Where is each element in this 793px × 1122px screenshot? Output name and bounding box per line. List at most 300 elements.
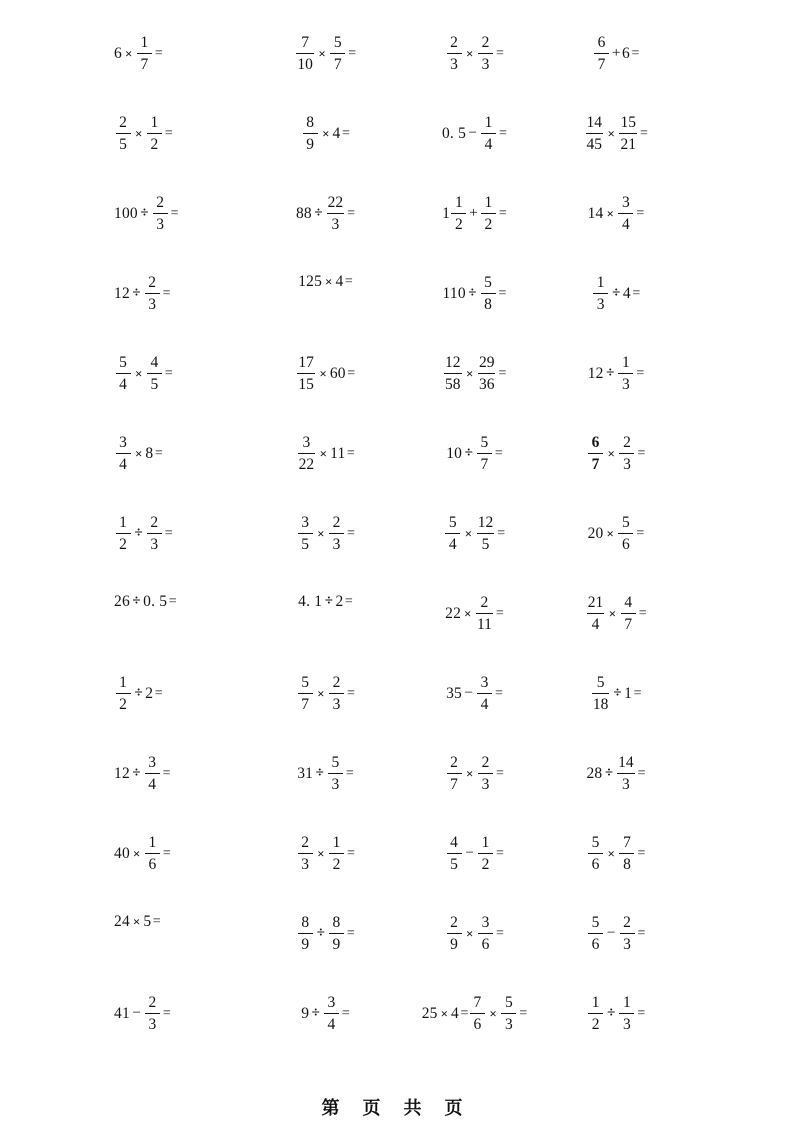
fraction-numerator: 6 [597,34,606,51]
fraction-denominator: 4 [484,135,493,153]
fraction [145,994,160,1034]
fraction [445,514,460,554]
fraction-numerator: 1 [596,274,605,291]
fraction-denominator: 18 [592,695,609,713]
operator-times: × [135,126,143,142]
fraction-numerator: 5 [622,514,630,531]
problem-cell [251,754,400,794]
operator-div: ÷ [468,285,477,302]
math-expression-p20 [588,354,645,394]
page-footer: 第 页 共 页 [321,1098,472,1118]
operator-div: ÷ [314,205,323,222]
fraction [619,834,634,874]
number: 12 [114,765,130,783]
fraction [481,274,496,314]
equals-sign: = [636,525,645,541]
fraction-numerator: 7 [623,834,631,851]
operator-div: ÷ [311,1005,320,1022]
operator-times: × [124,46,133,62]
equals-sign: = [152,913,161,929]
equals-sign: = [495,45,504,61]
math-expression-p21 [114,434,163,474]
number: 11 [330,445,346,463]
problem-row [110,834,683,914]
math-expression-p32 [585,594,646,634]
math-expression-p47 [445,914,504,954]
fraction-bar [329,693,344,694]
fraction [297,354,315,394]
problem-row [110,754,683,834]
fraction-numerator: 5 [331,754,340,771]
math-expression-p52 [587,994,646,1034]
fraction-bar [588,853,603,854]
problem-cell [110,594,251,610]
problem-cell [110,994,251,1034]
problem-cell [110,354,251,394]
math-expression-p51 [422,994,528,1034]
operator-div: ÷ [132,593,141,610]
fraction [470,994,485,1034]
fraction-denominator: 3 [621,375,630,393]
fraction-denominator: 22 [298,455,315,473]
problem-cell [549,194,683,234]
fraction-numerator: 5 [480,434,489,451]
math-expression-p17 [114,354,173,394]
fraction [618,514,633,554]
fraction-numerator: 5 [484,274,492,291]
fraction-numerator: 7 [301,34,309,51]
operator-times: × [132,914,141,930]
fraction-bar [592,693,610,694]
fraction-numerator: 3 [327,994,336,1011]
equals-sign: = [494,445,503,461]
fraction-bar [593,293,608,294]
operator-div: ÷ [134,525,143,542]
fraction [324,994,339,1034]
number: 9 [301,1005,310,1023]
fraction [329,514,344,554]
fraction-bar [145,773,160,774]
math-expression-p50 [301,994,350,1034]
problem-cell [549,674,683,714]
fraction-bar [478,773,493,774]
math-expression-p1 [114,34,163,74]
fraction-bar [329,853,344,854]
fraction-numerator: 14 [586,114,603,131]
fraction-bar [298,453,316,454]
fraction-denominator: 4 [480,695,489,713]
operator-times: × [466,366,474,382]
problem-cell [110,674,251,714]
problem-row [110,274,683,354]
fraction [620,914,635,954]
fraction-denominator: 8 [623,855,631,873]
problem-cell [110,834,251,874]
fraction [478,914,493,954]
fraction [621,594,636,634]
fraction-denominator: 2 [119,535,127,553]
equals-sign: = [519,1005,528,1021]
fraction-bar [476,613,493,614]
fraction-numerator: 2 [332,514,341,531]
fraction-numerator: 5 [119,354,127,371]
fraction-bar [330,53,345,54]
equals-sign: = [170,205,179,221]
fraction-denominator: 2 [119,695,127,713]
math-expression-p30 [298,594,353,610]
fraction-denominator: 3 [332,695,341,713]
fraction-bar [329,533,344,534]
math-expression-p33 [114,674,163,714]
math-expression-p18 [296,354,355,394]
fraction-denominator: 7 [624,615,633,633]
fraction-denominator: 3 [504,1015,513,1033]
fraction-bar [481,133,496,134]
operator-times: × [466,766,474,782]
fraction-denominator: 7 [450,775,458,793]
number: 12 [587,365,604,383]
fraction [447,34,462,74]
number: 35 [446,685,462,703]
operator-minus: − [464,685,473,702]
fraction-bar [588,1013,603,1014]
equals-sign: = [162,845,171,861]
fraction-bar [116,693,131,694]
fraction-bar [617,773,635,774]
fraction-numerator: 14 [618,754,634,771]
fraction-bar [147,373,162,374]
equals-sign: = [637,1005,646,1021]
math-expression-p38 [297,754,354,794]
fraction-numerator: 5 [596,674,605,691]
equals-sign: = [344,593,353,609]
operator-div: ÷ [606,365,615,382]
number: 41 [114,1005,130,1023]
fraction-denominator: 4 [119,455,127,473]
fraction [481,194,496,234]
problem-cell [110,194,251,234]
number: 26 [114,593,130,610]
operator-minus: − [132,1005,141,1022]
fraction [147,514,162,554]
operator-times: × [606,526,614,542]
fraction [116,114,131,154]
fraction-bar [477,533,495,534]
operator-times: × [489,1006,497,1022]
equals-sign: = [347,365,356,381]
number: 60 [329,365,346,383]
fraction-bar [478,53,493,54]
problem-cell [400,194,549,234]
fraction-bar [619,133,637,134]
fraction-bar [477,453,492,454]
problem-cell [251,514,400,554]
fraction-bar [478,933,493,934]
equals-sign: = [637,765,646,781]
fraction-bar [444,373,462,374]
fraction-denominator: 3 [623,1015,631,1033]
fraction [588,834,603,874]
equals-sign: = [162,1005,171,1021]
fraction-numerator: 4 [624,594,633,611]
fraction-bar [447,53,462,54]
fraction-numerator: 2 [332,674,341,691]
fraction-denominator: 6 [591,935,600,953]
operator-times: × [319,366,327,382]
operator-div: ÷ [132,285,141,302]
equals-sign: = [154,45,163,61]
fraction [145,274,160,314]
fraction-numerator: 1 [484,114,493,131]
fraction-bar [619,1013,634,1014]
number: 100 [114,205,138,223]
operator-plus: + [469,205,478,222]
problem-cell [549,834,683,874]
problem-cell [251,194,400,234]
fraction-denominator: 7 [333,55,342,73]
problem-cell [110,274,251,314]
number: 125 [298,273,323,290]
equals-sign: = [495,765,504,781]
fraction-bar [116,133,131,134]
problem-cell [110,914,251,930]
math-expression-p15 [443,274,507,314]
equals-sign: = [494,685,503,701]
fraction-numerator: 2 [150,514,159,531]
fraction-numerator: 12 [477,514,494,531]
fraction-numerator: 5 [448,514,457,531]
math-expression-p31 [445,594,504,634]
operator-times: × [319,446,328,462]
math-expression-p49 [114,994,171,1034]
fraction-denominator: 7 [597,55,606,73]
fraction-numerator: 29 [478,354,495,371]
fraction [329,914,344,954]
fraction [145,754,160,794]
equals-sign: = [164,365,173,381]
math-expression-p22 [296,434,355,474]
problem-cell [110,514,251,554]
fraction [116,434,131,474]
fraction-bar [621,613,636,614]
fraction-numerator: 3 [481,914,490,931]
fraction-numerator: 22 [327,194,344,211]
fraction-numerator: 2 [450,914,458,931]
operator-times: × [607,846,615,862]
fraction-denominator: 5 [450,855,458,873]
operator-times: × [440,1006,449,1022]
operator-plus: + [612,45,621,62]
equals-sign: = [499,125,507,141]
math-expression-p5 [114,114,173,154]
equals-sign: = [638,605,647,621]
math-expression-p43 [445,834,504,874]
fraction-bar [618,213,633,214]
operator-div: ÷ [324,593,333,610]
fraction-bar [478,853,493,854]
problem-row [110,914,683,994]
fraction-denominator: 6 [591,855,600,873]
fraction-numerator: 3 [119,434,127,451]
fraction-numerator: 5 [504,994,513,1011]
fraction-denominator: 3 [621,775,630,793]
fraction-denominator: 5 [481,535,490,553]
equals-sign: = [162,285,171,301]
fraction-numerator: 1 [119,674,127,691]
fraction-numerator: 8 [306,114,314,131]
fraction-bar [588,453,603,454]
fraction-bar [303,133,318,134]
operator-times: × [317,526,325,542]
math-expression-p10 [296,194,355,234]
fraction-bar [116,373,131,374]
fraction-numerator: 1 [455,194,463,211]
fraction [476,594,493,634]
math-expression-p48 [587,914,646,954]
fraction [330,34,345,74]
fraction-denominator: 3 [156,215,164,233]
fraction-denominator: 9 [332,935,341,953]
math-expression-p6 [301,114,350,154]
math-expression-p2 [295,34,356,74]
operator-div: ÷ [316,925,325,942]
fraction-numerator: 8 [301,914,310,931]
number: 4 [622,285,631,303]
math-expression-p45 [114,914,161,930]
fraction-numerator: 2 [156,194,164,211]
problem-cell [549,914,683,954]
fraction [619,434,634,474]
problem-cell [110,34,251,74]
problem-cell [400,514,549,554]
fraction [481,114,496,154]
fraction-denominator: 5 [301,535,309,553]
fraction [477,514,495,554]
math-expression-p3 [445,34,504,74]
fraction-denominator: 5 [150,375,159,393]
problem-cell [400,354,549,394]
fraction-denominator: 3 [148,295,157,313]
math-expression-p28 [588,514,645,554]
fraction-bar [445,533,460,534]
problem-cell [251,914,400,954]
operator-times: × [135,366,143,382]
fraction [447,754,462,794]
fraction-numerator: 1 [623,994,631,1011]
fraction-bar [298,693,313,694]
equals-sign: = [346,445,355,461]
fraction [478,354,496,394]
problem-cell [400,34,549,74]
fraction-bar [147,533,162,534]
equals-sign: = [637,445,646,461]
fraction-denominator: 36 [478,375,495,393]
number: 4 [335,273,344,290]
number: 6 [114,45,122,63]
fraction-bar [618,373,633,374]
problem-row [110,434,683,514]
fraction-bar [329,933,344,934]
fraction-denominator: 6 [622,535,630,553]
equals-sign: = [347,525,355,541]
fraction [447,834,462,874]
fraction-bar [619,853,634,854]
fraction-denominator: 21 [620,135,636,153]
fraction-denominator: 4 [148,775,157,793]
problem-cell [251,994,400,1034]
fraction-denominator: 4 [119,375,127,393]
problem-cell [549,994,683,1034]
operator-times: × [132,846,141,862]
math-expression-p46 [296,914,355,954]
problem-cell [251,594,400,610]
number: 0. 5 [441,125,467,143]
fraction-numerator: 1 [140,34,149,51]
fraction-denominator: 6 [148,855,157,873]
operator-times: × [322,126,330,142]
math-expression-p29 [114,594,177,610]
operator-div: ÷ [604,765,614,782]
fraction-denominator: 3 [481,775,490,793]
equals-sign: = [632,285,641,301]
operator-times: × [318,46,326,62]
problem-cell [110,754,251,794]
fraction-numerator: 2 [480,594,489,611]
fraction-denominator: 3 [148,1015,157,1033]
operator-div: ÷ [607,1005,616,1022]
operator-div: ÷ [612,285,621,302]
problem-cell [251,674,400,714]
fraction-bar [145,293,160,294]
number: 25 [421,1005,438,1023]
fraction-bar [153,213,168,214]
math-expression-p42 [296,834,355,874]
number: 40 [114,845,130,863]
fraction [618,354,633,394]
operator-times: × [607,446,615,462]
operator-div: ÷ [315,765,324,782]
fraction [327,194,345,234]
problem-cell [251,274,400,290]
fraction-numerator: 1 [150,114,159,131]
equals-sign: = [498,365,507,381]
operator-times: × [325,274,333,290]
operator-div: ÷ [134,685,143,702]
fraction-denominator: 11 [476,615,492,633]
number: 24 [114,913,130,930]
fraction-bar [298,533,313,534]
problem-grid [110,34,683,1074]
problem-cell [400,434,549,474]
fraction [298,834,313,874]
fraction-denominator: 3 [623,455,631,473]
equals-sign: = [631,45,640,61]
equals-sign: = [637,845,646,861]
number: 4 [332,125,341,143]
equals-sign: = [154,445,163,461]
math-expression-p9 [114,194,179,234]
problem-cell [251,114,400,154]
fraction-denominator: 4 [622,215,630,233]
fraction-denominator: 3 [596,295,605,313]
fraction-denominator: 3 [623,935,631,953]
equals-sign: = [495,845,504,861]
fraction-numerator: 17 [298,354,314,371]
operator-times: × [317,686,325,702]
fraction-bar [327,213,345,214]
fraction-numerator: 3 [301,514,309,531]
problem-row [110,514,683,594]
